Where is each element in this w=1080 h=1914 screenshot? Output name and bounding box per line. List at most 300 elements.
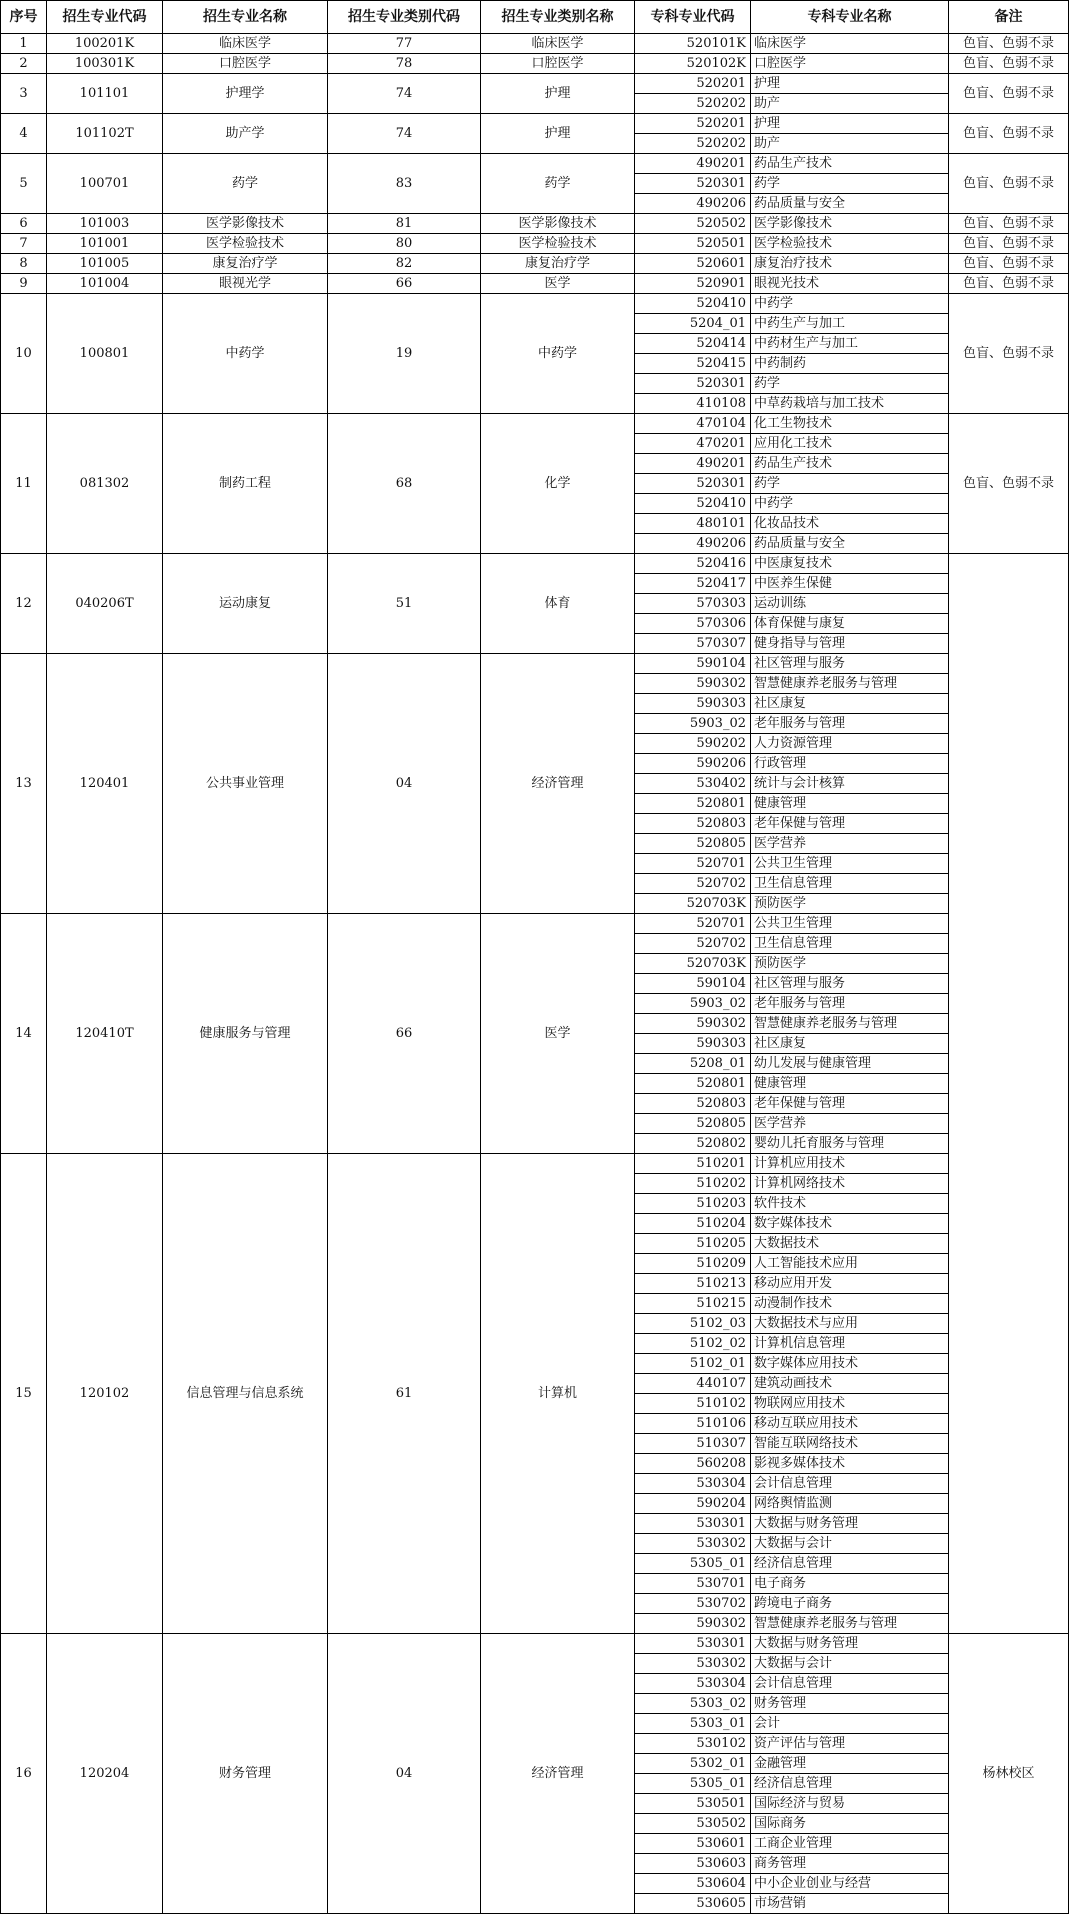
college-major-name: 公共卫生管理 [751,854,949,874]
college-major-name: 中草药栽培与加工技术 [751,394,949,414]
college-major-name: 药学 [751,474,949,494]
row-seq: 15 [1,1154,47,1634]
major-code: 120401 [47,654,163,914]
college-major-name: 智能互联网络技术 [751,1434,949,1454]
college-major-name: 老年保健与管理 [751,1094,949,1114]
college-major-name: 计算机信息管理 [751,1334,949,1354]
college-major-name: 工商企业管理 [751,1834,949,1854]
college-major-name: 康复治疗技术 [751,254,949,274]
category-name: 医学检验技术 [481,234,635,254]
college-major-name: 护理 [751,74,949,94]
college-major-code: 5102_01 [635,1354,751,1374]
college-major-name: 眼视光技术 [751,274,949,294]
college-major-code: 530701 [635,1574,751,1594]
college-major-name: 动漫制作技术 [751,1294,949,1314]
college-major-code: 590104 [635,974,751,994]
major-name: 临床医学 [163,34,328,54]
major-name: 公共事业管理 [163,654,328,914]
college-major-name: 金融管理 [751,1754,949,1774]
college-major-name: 中药材生产与加工 [751,334,949,354]
header-note: 备注 [949,1,1069,34]
major-name: 口腔医学 [163,54,328,74]
college-major-code: 520410 [635,294,751,314]
college-major-code: 520102K [635,54,751,74]
college-major-name: 药品质量与安全 [751,534,949,554]
college-major-name: 公共卫生管理 [751,914,949,934]
row-seq: 16 [1,1634,47,1914]
college-major-code: 590302 [635,1014,751,1034]
college-major-name: 预防医学 [751,954,949,974]
college-major-name: 计算机网络技术 [751,1174,949,1194]
college-major-code: 590204 [635,1494,751,1514]
college-major-name: 中小企业创业与经营 [751,1874,949,1894]
college-major-code: 520703K [635,954,751,974]
college-major-name: 国际经济与贸易 [751,1794,949,1814]
table-row [1,654,1069,674]
major-code: 101102T [47,114,163,154]
college-major-name: 药品生产技术 [751,454,949,474]
category-code: 83 [328,154,481,214]
row-seq: 3 [1,74,47,114]
category-code: 04 [328,1634,481,1914]
college-major-name: 社区康复 [751,1034,949,1054]
college-major-name: 大数据技术与应用 [751,1314,949,1334]
table-row [1,34,1069,54]
college-major-code: 5102_02 [635,1334,751,1354]
major-name: 中药学 [163,294,328,414]
note-cell: 色盲、色弱不录 [949,274,1069,294]
note-cell: 色盲、色弱不录 [949,294,1069,414]
note-cell: 色盲、色弱不录 [949,234,1069,254]
row-seq: 1 [1,34,47,54]
table-row [1,294,1069,314]
college-major-name: 卫生信息管理 [751,874,949,894]
college-major-name: 物联网应用技术 [751,1394,949,1414]
college-major-code: 590302 [635,1614,751,1634]
college-major-code: 520201 [635,74,751,94]
college-major-code: 530501 [635,1794,751,1814]
category-code: 66 [328,914,481,1154]
college-major-code: 520805 [635,1114,751,1134]
college-major-code: 510202 [635,1174,751,1194]
category-code: 04 [328,654,481,914]
college-major-code: 520201 [635,114,751,134]
college-major-name: 化妆品技术 [751,514,949,534]
college-major-code: 520801 [635,794,751,814]
college-major-name: 社区康复 [751,694,949,714]
college-major-code: 520202 [635,94,751,114]
college-major-name: 会计 [751,1714,949,1734]
major-name: 运动康复 [163,554,328,654]
college-major-name: 临床医学 [751,34,949,54]
table-row [1,214,1069,234]
college-major-code: 530603 [635,1854,751,1874]
category-code: 19 [328,294,481,414]
major-code: 101101 [47,74,163,114]
college-major-code: 520502 [635,214,751,234]
college-major-code: 590104 [635,654,751,674]
category-name: 药学 [481,154,635,214]
category-name: 护理 [481,74,635,114]
major-code: 081302 [47,414,163,554]
college-major-code: 510102 [635,1394,751,1414]
college-major-name: 中医养生保健 [751,574,949,594]
college-major-code: 590302 [635,674,751,694]
college-major-code: 520301 [635,474,751,494]
table-row [1,54,1069,74]
college-major-name: 药品质量与安全 [751,194,949,214]
note-cell: 杨林校区 [949,1634,1069,1914]
major-name: 医学影像技术 [163,214,328,234]
row-seq: 12 [1,554,47,654]
category-name: 临床医学 [481,34,635,54]
college-major-name: 大数据与会计 [751,1654,949,1674]
college-major-code: 510106 [635,1414,751,1434]
college-major-code: 530402 [635,774,751,794]
college-major-code: 520202 [635,134,751,154]
college-major-name: 大数据与会计 [751,1534,949,1554]
category-code: 77 [328,34,481,54]
college-major-code: 530302 [635,1534,751,1554]
category-code: 51 [328,554,481,654]
college-major-code: 520702 [635,934,751,954]
college-major-name: 助产 [751,134,949,154]
college-major-code: 470104 [635,414,751,434]
major-code: 101005 [47,254,163,274]
major-code: 100301K [47,54,163,74]
category-code: 61 [328,1154,481,1634]
category-name: 化学 [481,414,635,554]
major-code: 101001 [47,234,163,254]
college-major-code: 570307 [635,634,751,654]
college-major-name: 预防医学 [751,894,949,914]
college-major-code: 520410 [635,494,751,514]
college-major-code: 590206 [635,754,751,774]
header-college-name: 专科专业名称 [751,1,949,34]
major-name: 财务管理 [163,1634,328,1914]
college-major-name: 大数据与财务管理 [751,1514,949,1534]
college-major-code: 590202 [635,734,751,754]
row-seq: 10 [1,294,47,414]
college-major-code: 5903_02 [635,994,751,1014]
row-seq: 6 [1,214,47,234]
college-major-name: 中药学 [751,494,949,514]
college-major-name: 药品生产技术 [751,154,949,174]
category-name: 经济管理 [481,1634,635,1914]
row-seq: 2 [1,54,47,74]
college-major-code: 530601 [635,1834,751,1854]
note-cell: 色盲、色弱不录 [949,114,1069,154]
college-major-code: 570306 [635,614,751,634]
college-major-name: 资产评估与管理 [751,1734,949,1754]
college-major-name: 社区管理与服务 [751,974,949,994]
category-name: 医学影像技术 [481,214,635,234]
college-major-code: 490206 [635,194,751,214]
college-major-code: 530604 [635,1874,751,1894]
college-major-code: 490201 [635,454,751,474]
college-major-code: 520702 [635,874,751,894]
college-major-name: 老年服务与管理 [751,994,949,1014]
category-code: 80 [328,234,481,254]
category-name: 护理 [481,114,635,154]
major-name: 制药工程 [163,414,328,554]
category-code: 78 [328,54,481,74]
table-row [1,74,1069,94]
major-name: 医学检验技术 [163,234,328,254]
college-major-code: 520301 [635,174,751,194]
major-code: 120204 [47,1634,163,1914]
category-name: 医学 [481,274,635,294]
college-major-code: 5303_02 [635,1694,751,1714]
college-major-code: 520803 [635,1094,751,1114]
major-code: 101004 [47,274,163,294]
college-major-code: 520803 [635,814,751,834]
major-name: 药学 [163,154,328,214]
college-major-name: 社区管理与服务 [751,654,949,674]
note-cell: 色盲、色弱不录 [949,254,1069,274]
college-major-code: 5903_02 [635,714,751,734]
header-category-code: 招生专业类别代码 [328,1,481,34]
college-major-code: 510213 [635,1274,751,1294]
college-major-code: 570303 [635,594,751,614]
category-name: 经济管理 [481,654,635,914]
college-major-name: 护理 [751,114,949,134]
college-major-name: 健康管理 [751,794,949,814]
college-major-name: 健康管理 [751,1074,949,1094]
college-major-code: 520703K [635,894,751,914]
college-major-code: 510201 [635,1154,751,1174]
college-major-code: 520805 [635,834,751,854]
college-major-name: 市场营销 [751,1894,949,1914]
note-cell: 色盲、色弱不录 [949,154,1069,214]
college-major-name: 化工生物技术 [751,414,949,434]
college-major-name: 药学 [751,374,949,394]
college-major-name: 行政管理 [751,754,949,774]
college-major-name: 财务管理 [751,1694,949,1714]
college-major-code: 530302 [635,1654,751,1674]
college-major-code: 520901 [635,274,751,294]
major-name: 信息管理与信息系统 [163,1154,328,1634]
college-major-name: 数字媒体应用技术 [751,1354,949,1374]
college-major-name: 智慧健康养老服务与管理 [751,674,949,694]
college-major-name: 建筑动画技术 [751,1374,949,1394]
college-major-name: 幼儿发展与健康管理 [751,1054,949,1074]
college-major-name: 药学 [751,174,949,194]
table-row [1,914,1069,934]
college-major-code: 520101K [635,34,751,54]
college-major-code: 590303 [635,1034,751,1054]
college-major-name: 中药生产与加工 [751,314,949,334]
college-major-code: 530102 [635,1734,751,1754]
header-seq: 序号 [1,1,47,34]
table-row [1,154,1069,174]
college-major-name: 经济信息管理 [751,1554,949,1574]
major-code: 120410T [47,914,163,1154]
category-name: 口腔医学 [481,54,635,74]
college-major-name: 经济信息管理 [751,1774,949,1794]
table-row [1,414,1069,434]
row-seq: 7 [1,234,47,254]
college-major-name: 会计信息管理 [751,1674,949,1694]
category-code: 74 [328,74,481,114]
header-major-name: 招生专业名称 [163,1,328,34]
college-major-name: 体育保健与康复 [751,614,949,634]
college-major-code: 480101 [635,514,751,534]
college-major-name: 医学检验技术 [751,234,949,254]
college-major-name: 口腔医学 [751,54,949,74]
category-code: 82 [328,254,481,274]
college-major-name: 中药制药 [751,354,949,374]
college-major-code: 5102_03 [635,1314,751,1334]
college-major-code: 520415 [635,354,751,374]
college-major-code: 510307 [635,1434,751,1454]
college-major-name: 运动训练 [751,594,949,614]
row-seq: 8 [1,254,47,274]
major-name: 康复治疗学 [163,254,328,274]
college-major-name: 人力资源管理 [751,734,949,754]
note-cell: 色盲、色弱不录 [949,414,1069,554]
college-major-name: 老年保健与管理 [751,814,949,834]
college-major-name: 统计与会计核算 [751,774,949,794]
college-major-name: 医学营养 [751,834,949,854]
college-major-code: 520414 [635,334,751,354]
row-seq: 5 [1,154,47,214]
header-row [1,1,1069,34]
college-major-code: 520701 [635,854,751,874]
college-major-code: 520801 [635,1074,751,1094]
college-major-code: 510209 [635,1254,751,1274]
college-major-name: 大数据技术 [751,1234,949,1254]
row-seq: 14 [1,914,47,1154]
college-major-name: 健身指导与管理 [751,634,949,654]
category-code: 81 [328,214,481,234]
college-major-code: 530304 [635,1474,751,1494]
college-major-name: 会计信息管理 [751,1474,949,1494]
note-cell: 色盲、色弱不录 [949,54,1069,74]
college-major-code: 5305_01 [635,1774,751,1794]
row-seq: 13 [1,654,47,914]
table-row [1,254,1069,274]
category-name: 中药学 [481,294,635,414]
major-name: 健康服务与管理 [163,914,328,1154]
college-major-code: 520701 [635,914,751,934]
college-major-code: 470201 [635,434,751,454]
major-name: 护理学 [163,74,328,114]
college-major-code: 590303 [635,694,751,714]
college-major-code: 520802 [635,1134,751,1154]
table-body [1,34,1069,1914]
college-major-name: 移动应用开发 [751,1274,949,1294]
college-major-name: 软件技术 [751,1194,949,1214]
college-major-code: 530304 [635,1674,751,1694]
major-code: 100801 [47,294,163,414]
row-seq: 9 [1,274,47,294]
major-code: 100701 [47,154,163,214]
college-major-name: 医学影像技术 [751,214,949,234]
college-major-code: 530702 [635,1594,751,1614]
row-seq: 11 [1,414,47,554]
table-row [1,234,1069,254]
college-major-code: 490201 [635,154,751,174]
category-code: 74 [328,114,481,154]
header-college-code: 专科专业代码 [635,1,751,34]
table-row [1,554,1069,574]
college-major-code: 520417 [635,574,751,594]
college-major-code: 560208 [635,1454,751,1474]
college-major-name: 智慧健康养老服务与管理 [751,1014,949,1034]
college-major-code: 5303_01 [635,1714,751,1734]
major-code: 101003 [47,214,163,234]
college-major-name: 中药学 [751,294,949,314]
header-major-code: 招生专业代码 [47,1,163,34]
college-major-name: 人工智能技术应用 [751,1254,949,1274]
college-major-name: 老年服务与管理 [751,714,949,734]
college-major-code: 530301 [635,1514,751,1534]
college-major-code: 510215 [635,1294,751,1314]
header-category-name: 招生专业类别名称 [481,1,635,34]
category-name: 康复治疗学 [481,254,635,274]
college-major-code: 490206 [635,534,751,554]
college-major-name: 国际商务 [751,1814,949,1834]
college-major-code: 410108 [635,394,751,414]
college-major-name: 移动互联应用技术 [751,1414,949,1434]
table-row [1,1154,1069,1174]
college-major-code: 510205 [635,1234,751,1254]
college-major-name: 数字媒体技术 [751,1214,949,1234]
college-major-name: 网络舆情监测 [751,1494,949,1514]
category-code: 68 [328,414,481,554]
college-major-name: 跨境电子商务 [751,1594,949,1614]
college-major-code: 530301 [635,1634,751,1654]
category-name: 计算机 [481,1154,635,1634]
college-major-name: 影视多媒体技术 [751,1454,949,1474]
college-major-code: 530605 [635,1894,751,1914]
category-code: 66 [328,274,481,294]
college-major-name: 医学营养 [751,1114,949,1134]
college-major-name: 电子商务 [751,1574,949,1594]
college-major-name: 商务管理 [751,1854,949,1874]
college-major-code: 520601 [635,254,751,274]
college-major-code: 530502 [635,1814,751,1834]
college-major-code: 5208_01 [635,1054,751,1074]
college-major-code: 440107 [635,1374,751,1394]
college-major-code: 520301 [635,374,751,394]
college-major-code: 520416 [635,554,751,574]
college-major-name: 卫生信息管理 [751,934,949,954]
college-major-code: 510204 [635,1214,751,1234]
table-row [1,114,1069,134]
table-row [1,1634,1069,1654]
college-major-name: 大数据与财务管理 [751,1634,949,1654]
college-major-name: 计算机应用技术 [751,1154,949,1174]
category-name: 医学 [481,914,635,1154]
note-cell [949,554,1069,1634]
college-major-name: 智慧健康养老服务与管理 [751,1614,949,1634]
note-cell: 色盲、色弱不录 [949,74,1069,114]
college-major-code: 5305_01 [635,1554,751,1574]
college-major-name: 婴幼儿托育服务与管理 [751,1134,949,1154]
major-name: 眼视光学 [163,274,328,294]
table-row [1,274,1069,294]
college-major-code: 520501 [635,234,751,254]
college-major-name: 应用化工技术 [751,434,949,454]
college-major-code: 5302_01 [635,1754,751,1774]
note-cell: 色盲、色弱不录 [949,214,1069,234]
category-name: 体育 [481,554,635,654]
note-cell: 色盲、色弱不录 [949,34,1069,54]
major-code: 120102 [47,1154,163,1634]
row-seq: 4 [1,114,47,154]
